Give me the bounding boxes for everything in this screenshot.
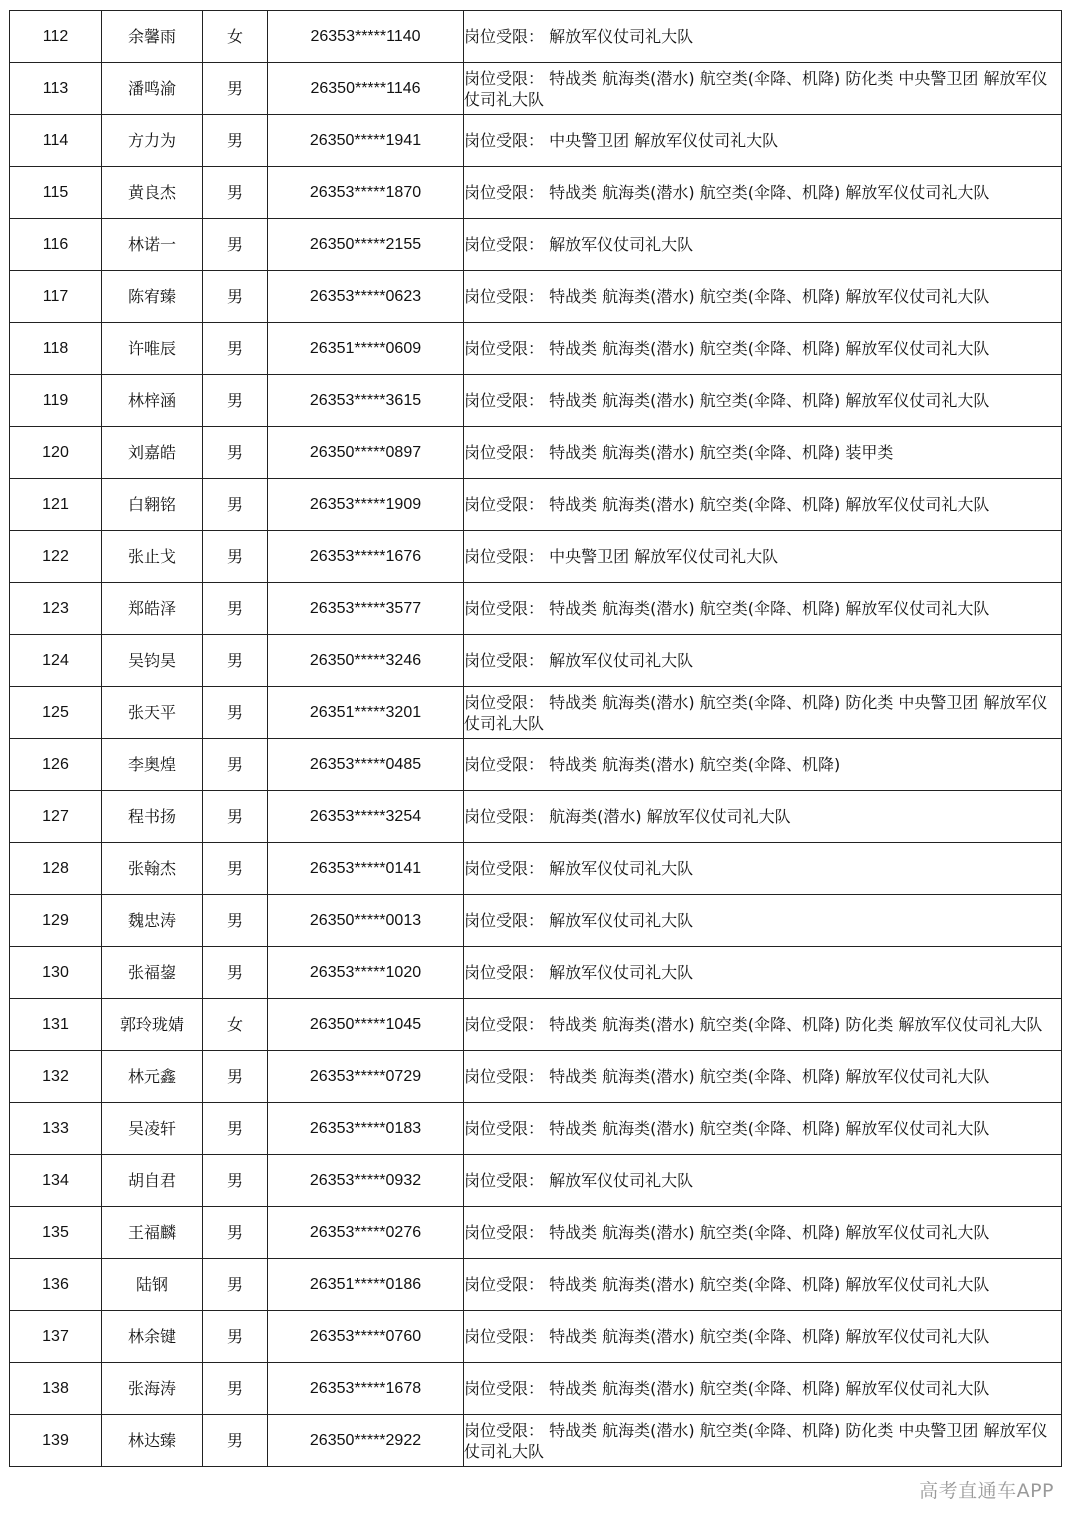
gender-cell: 男 bbox=[203, 1103, 268, 1155]
gender-cell: 男 bbox=[203, 687, 268, 739]
gender-cell: 男 bbox=[203, 427, 268, 479]
serial-number-cell: 131 bbox=[10, 999, 102, 1051]
serial-number-cell: 133 bbox=[10, 1103, 102, 1155]
table-row bbox=[10, 947, 1062, 999]
table-row bbox=[10, 271, 1062, 323]
exam-id-cell: 26353*****1870 bbox=[268, 167, 464, 219]
table-row bbox=[10, 1207, 1062, 1259]
exam-id-cell: 26353*****3577 bbox=[268, 583, 464, 635]
table-row bbox=[10, 219, 1062, 271]
exam-id-cell: 26350*****1941 bbox=[268, 115, 464, 167]
restriction-note-cell: 岗位受限： 特战类 航海类(潜水) 航空类(伞降、机降) 防化类 中央警卫团 解放军仪仗司礼大队 bbox=[464, 63, 1062, 115]
table-row bbox=[10, 323, 1062, 375]
gender-cell: 男 bbox=[203, 531, 268, 583]
exam-id-cell: 26353*****0141 bbox=[268, 843, 464, 895]
name-cell: 张天平 bbox=[102, 687, 203, 739]
name-cell: 张翰杰 bbox=[102, 843, 203, 895]
exam-id-cell: 26350*****0013 bbox=[268, 895, 464, 947]
restriction-note-cell: 岗位受限： 航海类(潜水) 解放军仪仗司礼大队 bbox=[464, 791, 1062, 843]
table-row bbox=[10, 791, 1062, 843]
gender-cell: 男 bbox=[203, 791, 268, 843]
serial-number-cell: 136 bbox=[10, 1259, 102, 1311]
name-cell: 方力为 bbox=[102, 115, 203, 167]
restriction-note-cell: 岗位受限： 特战类 航海类(潜水) 航空类(伞降、机降) 解放军仪仗司礼大队 bbox=[464, 583, 1062, 635]
exam-id-cell: 26350*****3246 bbox=[268, 635, 464, 687]
serial-number-cell: 115 bbox=[10, 167, 102, 219]
restriction-note-cell: 岗位受限： 特战类 航海类(潜水) 航空类(伞降、机降) 防化类 中央警卫团 解放军仪仗司礼大队 bbox=[464, 687, 1062, 739]
restriction-note-cell: 岗位受限： 解放军仪仗司礼大队 bbox=[464, 11, 1062, 63]
roster-body bbox=[10, 11, 1062, 1467]
name-cell: 王福麟 bbox=[102, 1207, 203, 1259]
gender-cell: 男 bbox=[203, 843, 268, 895]
name-cell: 刘嘉皓 bbox=[102, 427, 203, 479]
name-cell: 白翱铭 bbox=[102, 479, 203, 531]
name-cell: 潘鸣渝 bbox=[102, 63, 203, 115]
serial-number-cell: 120 bbox=[10, 427, 102, 479]
table-row bbox=[10, 1363, 1062, 1415]
name-cell: 李奥煌 bbox=[102, 739, 203, 791]
serial-number-cell: 118 bbox=[10, 323, 102, 375]
name-cell: 林余键 bbox=[102, 1311, 203, 1363]
serial-number-cell: 126 bbox=[10, 739, 102, 791]
gender-cell: 男 bbox=[203, 1051, 268, 1103]
name-cell: 胡自君 bbox=[102, 1155, 203, 1207]
exam-id-cell: 26351*****3201 bbox=[268, 687, 464, 739]
table-row bbox=[10, 635, 1062, 687]
exam-id-cell: 26353*****3615 bbox=[268, 375, 464, 427]
exam-id-cell: 26351*****0609 bbox=[268, 323, 464, 375]
name-cell: 陆钢 bbox=[102, 1259, 203, 1311]
table-row bbox=[10, 479, 1062, 531]
serial-number-cell: 119 bbox=[10, 375, 102, 427]
table-row bbox=[10, 687, 1062, 739]
gender-cell: 男 bbox=[203, 583, 268, 635]
restriction-note-cell: 岗位受限： 解放军仪仗司礼大队 bbox=[464, 219, 1062, 271]
restriction-note-cell: 岗位受限： 特战类 航海类(潜水) 航空类(伞降、机降) 解放军仪仗司礼大队 bbox=[464, 1363, 1062, 1415]
serial-number-cell: 124 bbox=[10, 635, 102, 687]
name-cell: 吴凌轩 bbox=[102, 1103, 203, 1155]
name-cell: 张止戈 bbox=[102, 531, 203, 583]
serial-number-cell: 121 bbox=[10, 479, 102, 531]
restriction-note-cell: 岗位受限： 解放军仪仗司礼大队 bbox=[464, 895, 1062, 947]
exam-id-cell: 26351*****0186 bbox=[268, 1259, 464, 1311]
gender-cell: 男 bbox=[203, 1311, 268, 1363]
serial-number-cell: 125 bbox=[10, 687, 102, 739]
restriction-note-cell: 岗位受限： 解放军仪仗司礼大队 bbox=[464, 947, 1062, 999]
serial-number-cell: 138 bbox=[10, 1363, 102, 1415]
name-cell: 林梓涵 bbox=[102, 375, 203, 427]
serial-number-cell: 117 bbox=[10, 271, 102, 323]
name-cell: 林元鑫 bbox=[102, 1051, 203, 1103]
restriction-note-cell: 岗位受限： 特战类 航海类(潜水) 航空类(伞降、机降) 解放军仪仗司礼大队 bbox=[464, 1207, 1062, 1259]
exam-id-cell: 26353*****1140 bbox=[268, 11, 464, 63]
table-row bbox=[10, 583, 1062, 635]
gender-cell: 男 bbox=[203, 323, 268, 375]
exam-id-cell: 26350*****0897 bbox=[268, 427, 464, 479]
table-row bbox=[10, 1259, 1062, 1311]
gender-cell: 男 bbox=[203, 167, 268, 219]
restriction-note-cell: 岗位受限： 特战类 航海类(潜水) 航空类(伞降、机降) 解放军仪仗司礼大队 bbox=[464, 479, 1062, 531]
name-cell: 郭玲珑婧 bbox=[102, 999, 203, 1051]
name-cell: 张福鋆 bbox=[102, 947, 203, 999]
table-row bbox=[10, 1051, 1062, 1103]
table-row bbox=[10, 167, 1062, 219]
serial-number-cell: 112 bbox=[10, 11, 102, 63]
gender-cell: 男 bbox=[203, 1259, 268, 1311]
gender-cell: 男 bbox=[203, 1207, 268, 1259]
gender-cell: 男 bbox=[203, 219, 268, 271]
restriction-note-cell: 岗位受限： 特战类 航海类(潜水) 航空类(伞降、机降) bbox=[464, 739, 1062, 791]
restriction-note-cell: 岗位受限： 特战类 航海类(潜水) 航空类(伞降、机降) 解放军仪仗司礼大队 bbox=[464, 167, 1062, 219]
table-row bbox=[10, 63, 1062, 115]
serial-number-cell: 127 bbox=[10, 791, 102, 843]
name-cell: 郑皓泽 bbox=[102, 583, 203, 635]
restriction-note-cell: 岗位受限： 特战类 航海类(潜水) 航空类(伞降、机降) 解放军仪仗司礼大队 bbox=[464, 271, 1062, 323]
name-cell: 吴钧昊 bbox=[102, 635, 203, 687]
serial-number-cell: 113 bbox=[10, 63, 102, 115]
exam-id-cell: 26350*****1045 bbox=[268, 999, 464, 1051]
serial-number-cell: 130 bbox=[10, 947, 102, 999]
restriction-note-cell: 岗位受限： 特战类 航海类(潜水) 航空类(伞降、机降) 防化类 中央警卫团 解放军仪仗司礼大队 bbox=[464, 1415, 1062, 1467]
gender-cell: 男 bbox=[203, 739, 268, 791]
gender-cell: 男 bbox=[203, 1415, 268, 1467]
watermark: 高考直通车APP bbox=[919, 1480, 1054, 1502]
exam-id-cell: 26353*****1909 bbox=[268, 479, 464, 531]
table-row bbox=[10, 427, 1062, 479]
table-row bbox=[10, 739, 1062, 791]
restriction-note-cell: 岗位受限： 中央警卫团 解放军仪仗司礼大队 bbox=[464, 531, 1062, 583]
serial-number-cell: 134 bbox=[10, 1155, 102, 1207]
exam-id-cell: 26350*****2922 bbox=[268, 1415, 464, 1467]
name-cell: 余馨雨 bbox=[102, 11, 203, 63]
name-cell: 程书扬 bbox=[102, 791, 203, 843]
gender-cell: 男 bbox=[203, 271, 268, 323]
name-cell: 陈宥臻 bbox=[102, 271, 203, 323]
restriction-note-cell: 岗位受限： 解放军仪仗司礼大队 bbox=[464, 1155, 1062, 1207]
serial-number-cell: 122 bbox=[10, 531, 102, 583]
restriction-note-cell: 岗位受限： 特战类 航海类(潜水) 航空类(伞降、机降) 解放军仪仗司礼大队 bbox=[464, 1311, 1062, 1363]
serial-number-cell: 128 bbox=[10, 843, 102, 895]
restriction-note-cell: 岗位受限： 特战类 航海类(潜水) 航空类(伞降、机降) 解放军仪仗司礼大队 bbox=[464, 1259, 1062, 1311]
gender-cell: 男 bbox=[203, 1155, 268, 1207]
exam-id-cell: 26353*****1676 bbox=[268, 531, 464, 583]
serial-number-cell: 139 bbox=[10, 1415, 102, 1467]
serial-number-cell: 116 bbox=[10, 219, 102, 271]
table-row bbox=[10, 11, 1062, 63]
restriction-note-cell: 岗位受限： 特战类 航海类(潜水) 航空类(伞降、机降) 解放军仪仗司礼大队 bbox=[464, 1103, 1062, 1155]
table-row bbox=[10, 1155, 1062, 1207]
exam-id-cell: 26353*****1678 bbox=[268, 1363, 464, 1415]
serial-number-cell: 123 bbox=[10, 583, 102, 635]
exam-id-cell: 26353*****1020 bbox=[268, 947, 464, 999]
gender-cell: 男 bbox=[203, 115, 268, 167]
table-row bbox=[10, 895, 1062, 947]
table-row bbox=[10, 115, 1062, 167]
restriction-note-cell: 岗位受限： 中央警卫团 解放军仪仗司礼大队 bbox=[464, 115, 1062, 167]
gender-cell: 男 bbox=[203, 635, 268, 687]
serial-number-cell: 129 bbox=[10, 895, 102, 947]
exam-id-cell: 26353*****0276 bbox=[268, 1207, 464, 1259]
serial-number-cell: 135 bbox=[10, 1207, 102, 1259]
restriction-note-cell: 岗位受限： 解放军仪仗司礼大队 bbox=[464, 635, 1062, 687]
name-cell: 林诺一 bbox=[102, 219, 203, 271]
gender-cell: 男 bbox=[203, 479, 268, 531]
table-row bbox=[10, 375, 1062, 427]
exam-id-cell: 26353*****0932 bbox=[268, 1155, 464, 1207]
restriction-note-cell: 岗位受限： 特战类 航海类(潜水) 航空类(伞降、机降) 解放军仪仗司礼大队 bbox=[464, 375, 1062, 427]
exam-id-cell: 26353*****0183 bbox=[268, 1103, 464, 1155]
name-cell: 张海涛 bbox=[102, 1363, 203, 1415]
name-cell: 林达臻 bbox=[102, 1415, 203, 1467]
restriction-note-cell: 岗位受限： 特战类 航海类(潜水) 航空类(伞降、机降) 防化类 解放军仪仗司礼大队 bbox=[464, 999, 1062, 1051]
exam-id-cell: 26353*****0760 bbox=[268, 1311, 464, 1363]
exam-id-cell: 26353*****0623 bbox=[268, 271, 464, 323]
restriction-note-cell: 岗位受限： 特战类 航海类(潜水) 航空类(伞降、机降) 解放军仪仗司礼大队 bbox=[464, 1051, 1062, 1103]
name-cell: 魏忠涛 bbox=[102, 895, 203, 947]
gender-cell: 女 bbox=[203, 11, 268, 63]
serial-number-cell: 132 bbox=[10, 1051, 102, 1103]
table-row bbox=[10, 1311, 1062, 1363]
restriction-note-cell: 岗位受限： 特战类 航海类(潜水) 航空类(伞降、机降) 解放军仪仗司礼大队 bbox=[464, 323, 1062, 375]
exam-id-cell: 26350*****2155 bbox=[268, 219, 464, 271]
table-row bbox=[10, 999, 1062, 1051]
gender-cell: 男 bbox=[203, 947, 268, 999]
table-row bbox=[10, 843, 1062, 895]
table-row bbox=[10, 531, 1062, 583]
restriction-note-cell: 岗位受限： 特战类 航海类(潜水) 航空类(伞降、机降) 装甲类 bbox=[464, 427, 1062, 479]
table-row bbox=[10, 1415, 1062, 1467]
gender-cell: 男 bbox=[203, 375, 268, 427]
gender-cell: 男 bbox=[203, 63, 268, 115]
exam-id-cell: 26353*****0729 bbox=[268, 1051, 464, 1103]
gender-cell: 男 bbox=[203, 1363, 268, 1415]
gender-cell: 女 bbox=[203, 999, 268, 1051]
restriction-note-cell: 岗位受限： 解放军仪仗司礼大队 bbox=[464, 843, 1062, 895]
serial-number-cell: 114 bbox=[10, 115, 102, 167]
serial-number-cell: 137 bbox=[10, 1311, 102, 1363]
exam-id-cell: 26353*****0485 bbox=[268, 739, 464, 791]
table-row bbox=[10, 1103, 1062, 1155]
exam-id-cell: 26353*****3254 bbox=[268, 791, 464, 843]
gender-cell: 男 bbox=[203, 895, 268, 947]
name-cell: 许唯辰 bbox=[102, 323, 203, 375]
name-cell: 黄良杰 bbox=[102, 167, 203, 219]
exam-id-cell: 26350*****1146 bbox=[268, 63, 464, 115]
roster-table bbox=[9, 10, 1062, 1467]
